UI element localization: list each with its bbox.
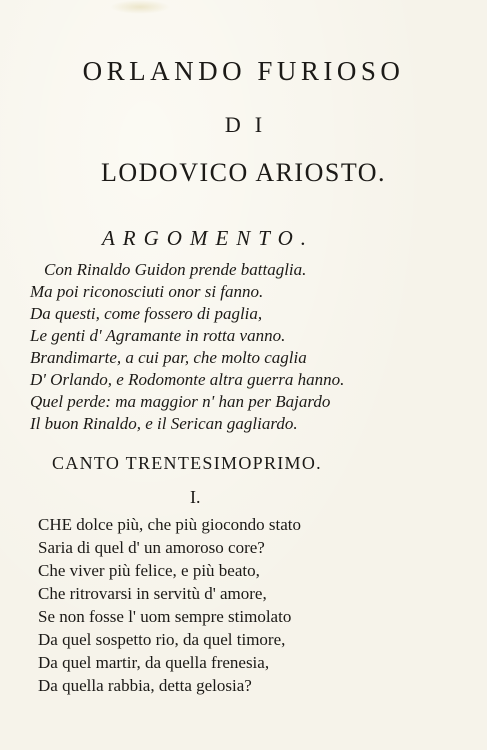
stanza-line: Che ritrovarsi in servitù d' amore,	[38, 584, 267, 603]
stanza-line: CHE dolce più, che più giocondo stato	[38, 515, 301, 534]
argomento-line: Brandimarte, a cui par, che molto caglia	[30, 348, 307, 367]
stanza-line: Saria di quel d' un amoroso core?	[38, 538, 265, 557]
stanza-line: Se non fosse l' uom sempre stimolato	[38, 607, 292, 626]
book-title: ORLANDO FURIOSO	[82, 56, 405, 86]
paper-stain	[110, 0, 170, 14]
argomento-line: Con Rinaldo Guidon prende battaglia.	[44, 260, 307, 279]
argomento-line: Quel perde: ma maggior n' han per Bajardo	[30, 392, 331, 411]
author-name: LODOVICO ARIOSTO.	[100, 158, 387, 187]
argomento-line: Da questi, come fossero di paglia,	[30, 304, 263, 323]
argomento-heading: ARGOMENTO.	[101, 226, 315, 250]
stanza-line: Da quel sospetto rio, da quel timore,	[38, 630, 286, 649]
argomento-line: Il buon Rinaldo, e il Serican gagliardo.	[30, 414, 298, 433]
argomento-line: Le genti d' Agramante in rotta vanno.	[30, 326, 286, 345]
argomento-line: Ma poi riconosciuti onor si fanno.	[30, 282, 264, 301]
stanza-number: I.	[190, 487, 201, 507]
argomento-line: D' Orlando, e Rodomonte altra guerra hanno.	[30, 370, 345, 389]
title-connector: DI	[224, 112, 277, 137]
stanza-verse	[38, 513, 301, 697]
stanza-line: Che viver più felice, e più beato,	[38, 561, 260, 580]
stanza-line: Da quel martir, da quella frenesia,	[38, 653, 270, 672]
canto-heading: CANTO TRENTESIMOPRIMO.	[52, 453, 322, 473]
argomento-verse	[30, 259, 344, 435]
stanza-line: Da quella rabbia, detta gelosia?	[38, 676, 252, 695]
